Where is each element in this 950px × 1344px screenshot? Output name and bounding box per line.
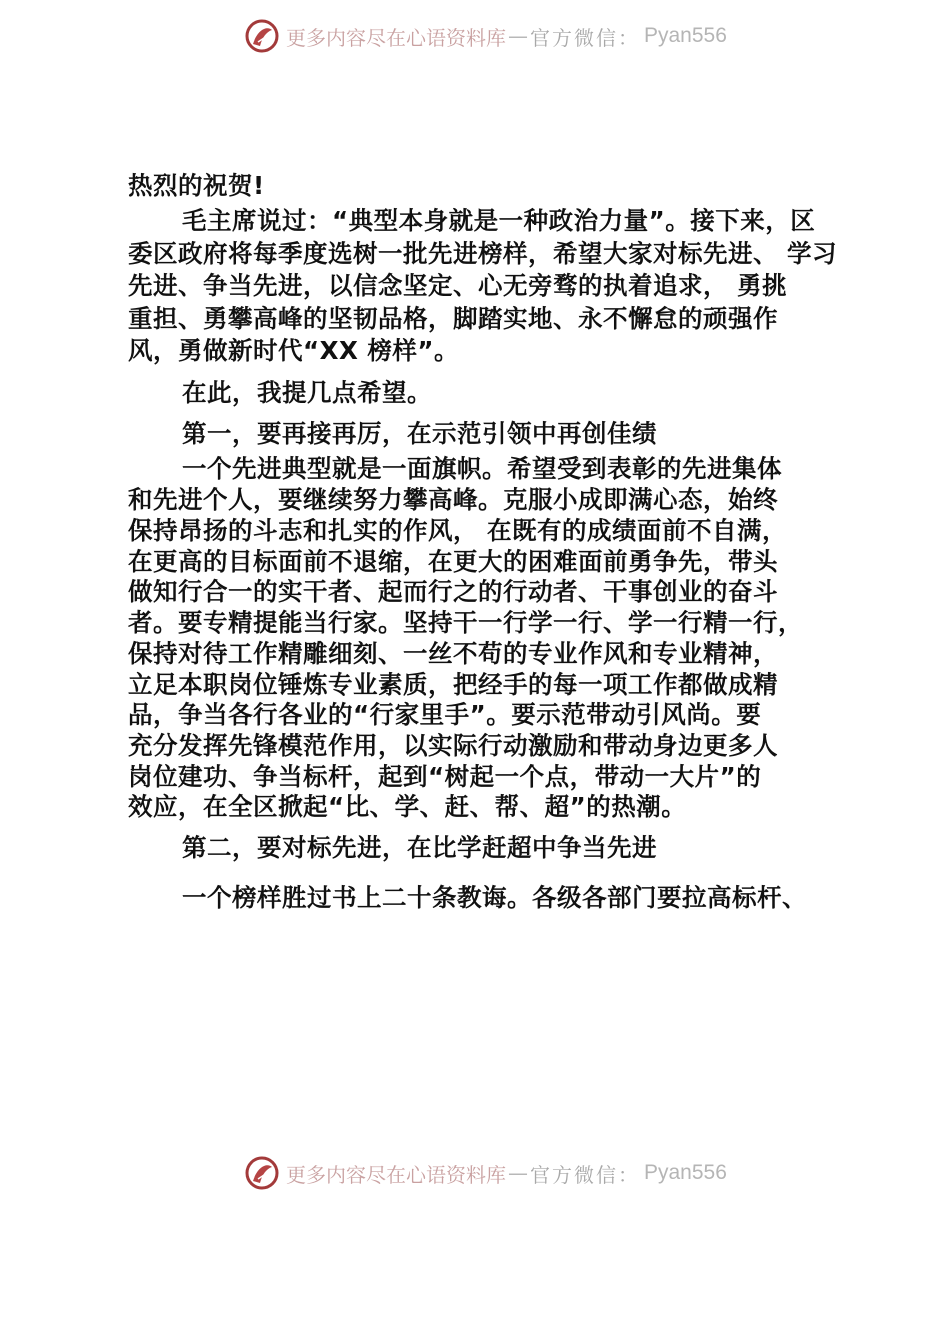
text-line: 立足本职岗位锤炼专业素质，把经手的每一项工作都做成精: [128, 670, 778, 699]
text-line: 品，争当各行各业的“行家里手”。要示范带动引风尚。要: [128, 700, 762, 729]
text-line: 和先进个人，要继续努力攀高峰。克服小成即满心态，始终: [128, 485, 778, 514]
watermark-logo-icon: [244, 18, 280, 54]
text-line: 岗位建功、争当标杆，起到“树起一个点，带动一大片”的: [128, 762, 762, 791]
text-line: 者。要专精提能当行家。坚持干一行学一行、学一行精一行，: [128, 608, 803, 637]
watermark-text: 更多内容尽在心语资料库: [286, 25, 506, 50]
footer-watermark: [244, 1153, 727, 1193]
text-line: 保持昂扬的斗志和扎实的作风， 在既有的成绩面前不自满，: [128, 516, 788, 545]
text-line: 充分发挥先锋模范作用，以实际行动激励和带动身边更多人: [128, 731, 778, 760]
watermark-label: 官方微信：: [530, 25, 640, 50]
header-watermark: [244, 16, 727, 56]
text-line: 保持对待工作精雕细刻、一丝不苟的专业作风和专业精神，: [128, 639, 778, 668]
text-line: 风，勇做新时代“XX 榜样”。: [128, 336, 460, 365]
text-line: 重担、勇攀高峰的坚韧品格，脚踏实地、永不懈怠的顽强作: [128, 304, 778, 333]
text-line: 在此，我提几点希望。: [182, 378, 432, 407]
text-line: 先进、争当先进，以信念坚定、心无旁骛的执着追求， 勇挑: [128, 271, 788, 300]
text-line: 效应，在全区掀起“比、学、赶、帮、超”的热潮。: [128, 792, 687, 821]
watermark-label: 官方微信：: [530, 1162, 640, 1187]
text-line: 热烈的祝贺!: [128, 171, 265, 200]
watermark-dash: —: [508, 24, 528, 48]
watermark-wechat-id: Pyan556: [644, 24, 727, 47]
text-line: 一个榜样胜过书上二十条教诲。各级各部门要拉高标杆、: [182, 883, 807, 912]
watermark-dash: —: [508, 1161, 528, 1185]
section-heading: 第二，要对标先进，在比学赶超中争当先进: [182, 833, 657, 862]
text-line: 委区政府将每季度选树一批先进榜样，希望大家对标先进、 学习: [128, 239, 838, 268]
text-line: 在更高的目标面前不退缩，在更大的困难面前勇争先，带头: [128, 547, 778, 576]
watermark-text: 更多内容尽在心语资料库: [286, 1162, 506, 1187]
text-line: 一个先进典型就是一面旗帜。希望受到表彰的先进集体: [182, 454, 782, 483]
text-line: 做知行合一的实干者、起而行之的行动者、干事创业的奋斗: [128, 577, 778, 606]
watermark-wechat-id: Pyan556: [644, 1161, 727, 1184]
text-line: 毛主席说过：“典型本身就是一种政治力量”。接下来，区: [182, 206, 816, 235]
section-heading: 第一，要再接再厉，在示范引领中再创佳绩: [182, 419, 657, 448]
watermark-logo-icon: [244, 1155, 280, 1191]
